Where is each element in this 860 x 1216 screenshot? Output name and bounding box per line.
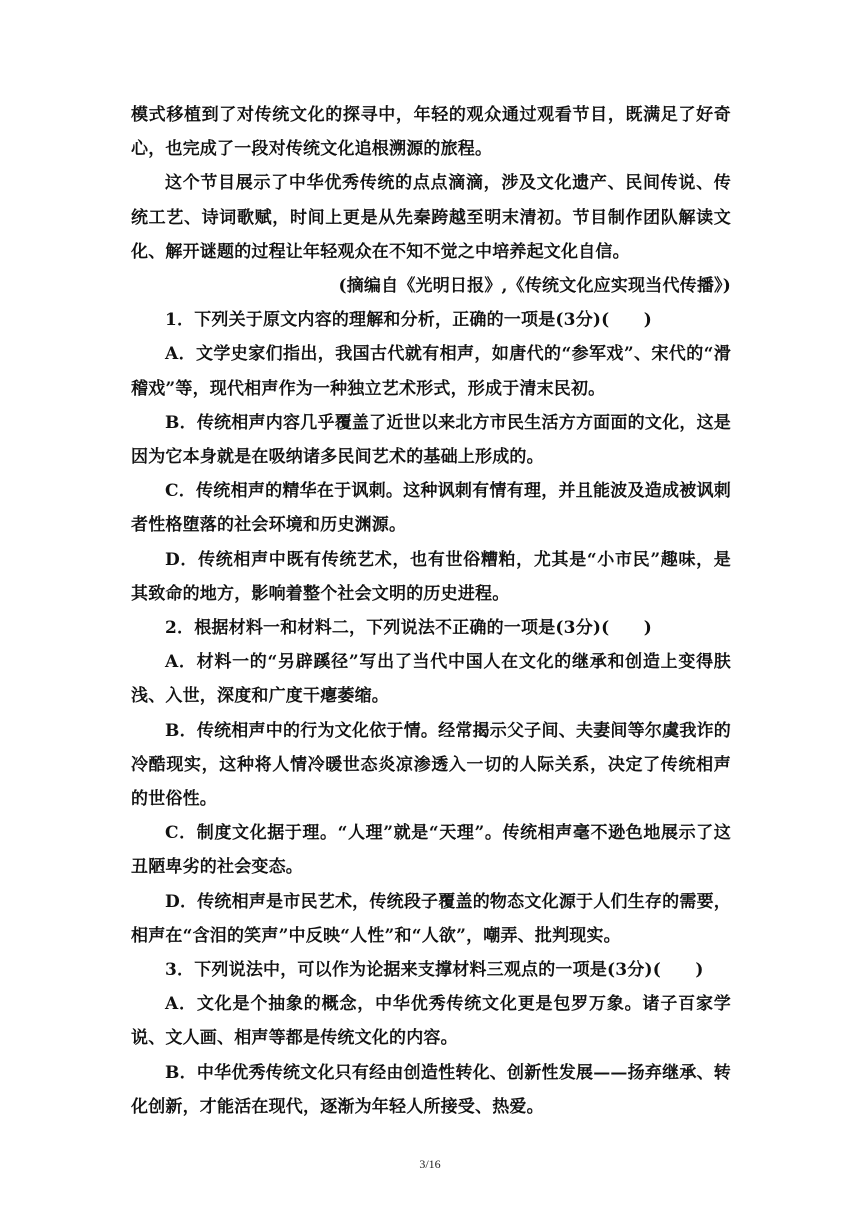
question-2-option-a: A．材料一的“另辟蹊径”写出了当代中国人在文化的继承和创造上变得肤浅、入世，深度和广度干瘪萎缩。 bbox=[131, 652, 731, 707]
question-1-option-c: C．传统相声的精华在于讽刺。这种讽刺有情有理，并且能波及造成被讽刺者性格堕落的社会环境和历史渊源。 bbox=[131, 481, 731, 536]
question-1-option-b: B．传统相声内容几乎覆盖了近世以来北方市民生活方方面面的文化，这是因为它本身就是在吸纳诸多民间艺术的基础上形成的。 bbox=[131, 412, 731, 468]
passage-paragraph: 这个节目展示了中华优秀传统的点点滴滴，涉及文化遗产、民间传说、传统工艺、诗词歌赋，时间上更是从先秦跨越至明末清初。节目制作团队解读文化、解开谜题的过程让年轻观众在不知不觉之中培养起文化自信。 bbox=[131, 173, 731, 262]
question-3-option-b: B．中华优秀传统文化只有经由创造性转化、创新性发展——扬弃继承、转化创新，才能活在现代，逐渐为年轻人所接受、热爱。 bbox=[131, 1062, 731, 1117]
question-3-option-a: A．文化是个抽象的概念，中华优秀传统文化更是包罗万象。诸子百家学说、文人画、相声等都是传统文化的内容。 bbox=[131, 994, 731, 1049]
question-3-stem: 3．下列说法中，可以作为论据来支撑材料三观点的一项是(3分)( ) bbox=[165, 960, 704, 981]
question-1-option-a: A．文学史家们指出，我国古代就有相声，如唐代的“参军戏”、宋代的“滑稽戏”等，现代相声作为一种独立艺术形式，形成于清末民初。 bbox=[131, 344, 731, 399]
question-2-option-d: D．传统相声是市民艺术，传统段子覆盖的物态文化源于人们生存的需要，相声在“含泪的笑声”中反映“人性”和“人欲”，嘲弄、批判现实。 bbox=[131, 891, 731, 946]
question-2-option-c: C．制度文化据于理。“人理”就是“天理”。传统相声毫不逊色地展示了这丑陋卑劣的社会变态。 bbox=[131, 823, 731, 878]
document-body bbox=[131, 98, 731, 1124]
question-1-option-d: D．传统相声中既有传统艺术，也有世俗糟粕，尤其是“小市民”趣味，是其致命的地方，影响着整个社会文明的历史进程。 bbox=[131, 549, 731, 604]
passage-paragraph-end: 模式移植到了对传统文化的探寻中，年轻的观众通过观看节目，既满足了好奇心，也完成了一段对传统文化追根溯源的旅程。 bbox=[131, 105, 731, 160]
question-2-stem: 2．根据材料一和材料二，下列说法不正确的一项是(3分)( ) bbox=[165, 618, 653, 639]
page-number: 3/16 bbox=[419, 1157, 441, 1171]
question-1-stem: 1．下列关于原文内容的理解和分析，正确的一项是(3分)( ) bbox=[165, 310, 653, 331]
question-2-option-b: B．传统相声中的行为文化依于情。经常揭示父子间、夫妻间等尔虞我诈的冷酷现实，这种将人情冷暖世态炎凉渗透入一切的人际关系，决定了传统相声的世俗性。 bbox=[131, 720, 731, 810]
passage-source: (摘编自《光明日报》,《传统文化应实现当代传播》) bbox=[338, 276, 731, 297]
